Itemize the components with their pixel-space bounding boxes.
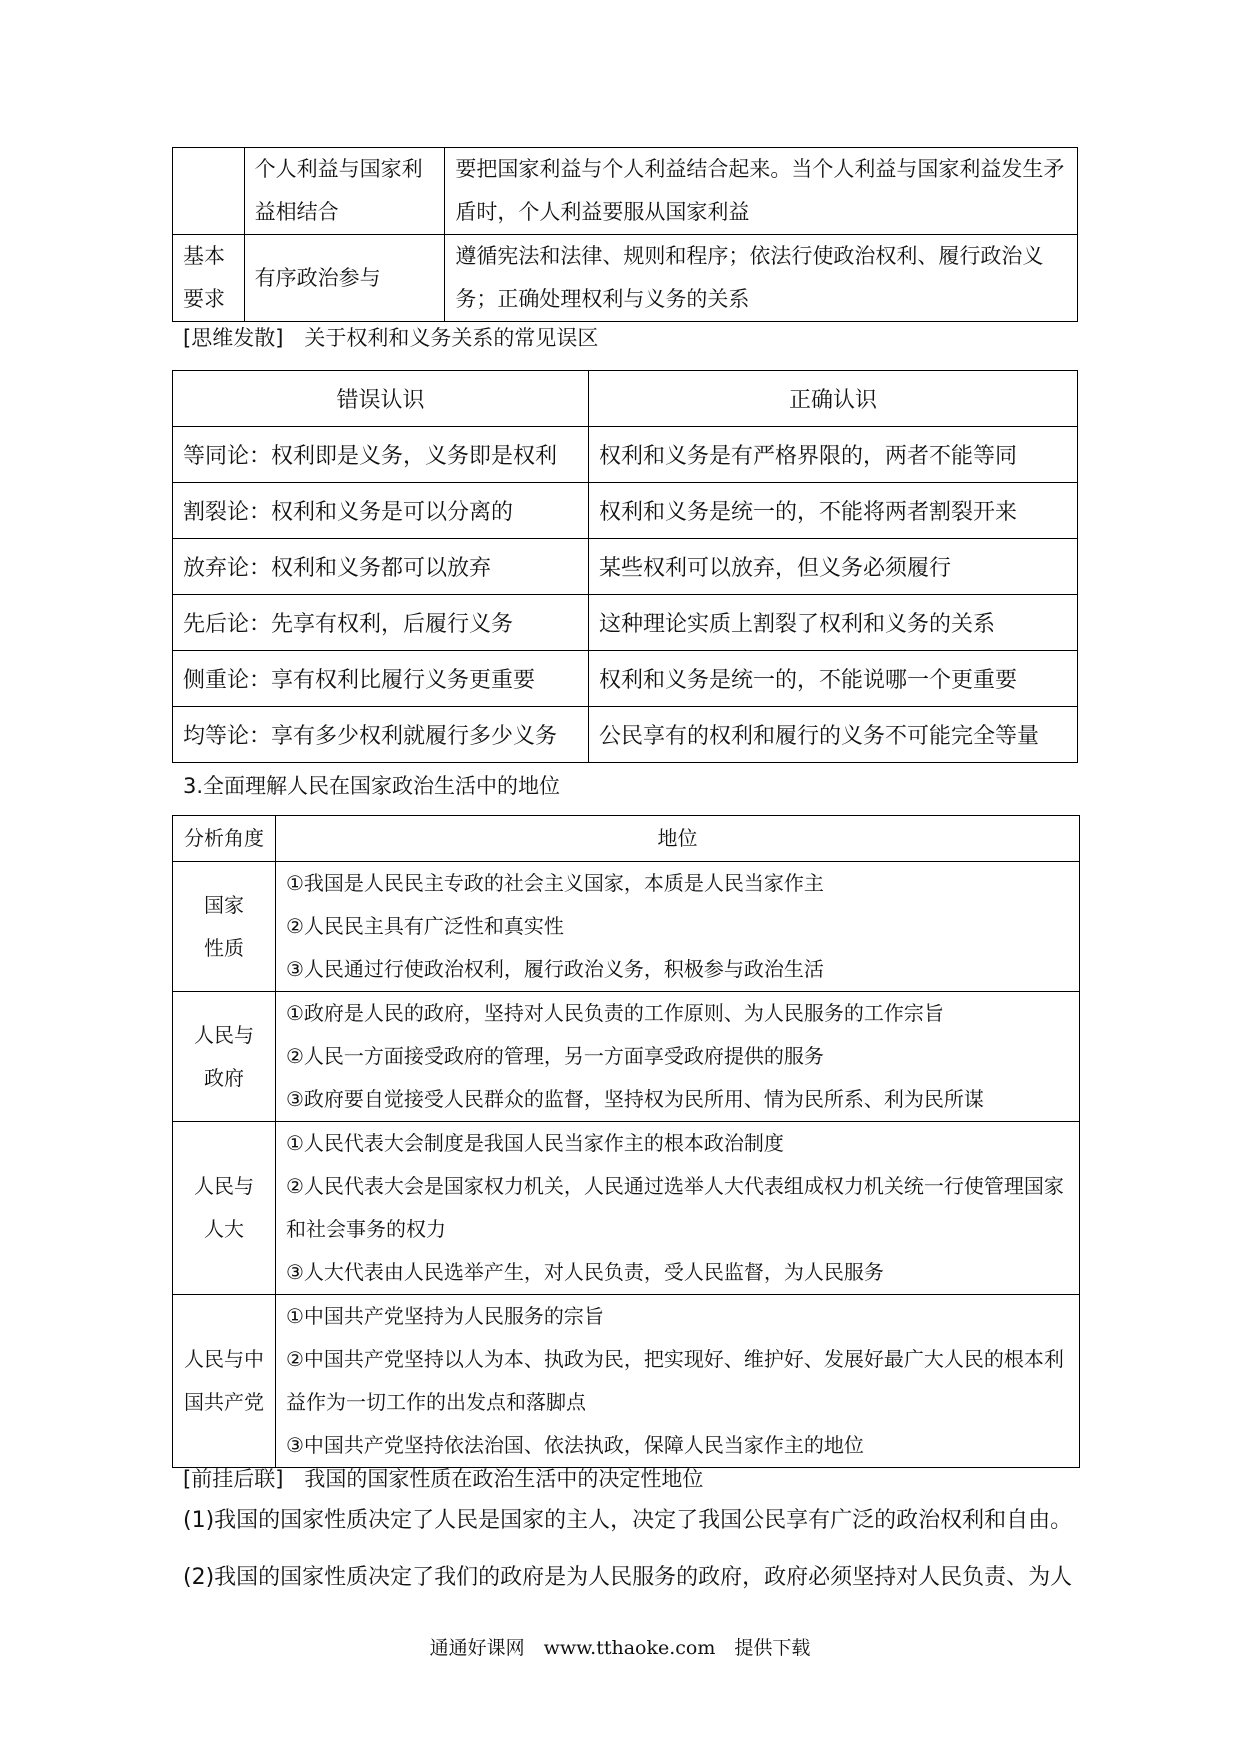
wrong-view-cell: 侧重论：享有权利比履行义务更重要	[173, 651, 589, 707]
link-note: [前挂后联] 我国的国家性质在政治生活中的决定性地位	[183, 1467, 704, 1491]
status-item: ③政府要自觉接受人民群众的监督，坚持权为民所用、情为民所系、利为民所谋	[286, 1087, 984, 1111]
misconceptions-table	[172, 370, 1078, 763]
table-row	[173, 595, 1078, 651]
status-item: ①中国共产党坚持为人民服务的宗旨	[286, 1304, 604, 1328]
angle-cell	[173, 1295, 276, 1468]
table-row	[173, 862, 1080, 992]
table-row	[173, 1122, 1080, 1295]
table-cell-content: 遵循宪法和法律、规则和程序；依法行使政治权利、履行政治义务；正确处理权利与义务的关系	[445, 235, 1078, 322]
correct-view-cell: 权利和义务是有严格界限的，两者不能等同	[589, 427, 1078, 483]
table-row	[173, 235, 1078, 322]
correct-view-cell: 某些权利可以放弃，但义务必须履行	[589, 539, 1078, 595]
table-row	[173, 707, 1078, 763]
angle-text: 人民与	[194, 1174, 254, 1198]
status-item: ③人民通过行使政治权利，履行政治义务，积极参与政治生活	[286, 957, 824, 981]
people-status-table	[172, 815, 1080, 1468]
column-header-wrong: 错误认识	[173, 371, 589, 427]
column-header-angle: 分析角度	[173, 816, 276, 862]
column-header-status: 地位	[276, 816, 1080, 862]
table-cell-principle: 有序政治参与	[244, 235, 445, 322]
table-header-row	[173, 371, 1078, 427]
paragraph: (1)我国的国家性质决定了人民是国家的主人，决定了我国公民享有广泛的政治权利和自由。	[183, 1508, 1073, 1533]
status-cell	[276, 1295, 1080, 1468]
basic-requirements-table	[172, 147, 1078, 322]
angle-text: 性质	[204, 935, 244, 960]
correct-view-cell: 公民享有的权利和履行的义务不可能完全等量	[589, 707, 1078, 763]
status-item: ②中国共产党坚持以人为本、执政为民，把实现好、维护好、发展好最广大人民的根本利益作为一切工作的出发点和落脚点	[286, 1347, 1064, 1414]
angle-text: 人大	[204, 1217, 244, 1241]
wrong-view-cell: 均等论：享有多少权利就履行多少义务	[173, 707, 589, 763]
correct-view-cell: 权利和义务是统一的，不能说哪一个更重要	[589, 651, 1078, 707]
status-cell	[276, 992, 1080, 1122]
correct-view-cell: 这种理论实质上割裂了权利和义务的关系	[589, 595, 1078, 651]
table-row	[173, 1295, 1080, 1468]
table-row	[173, 651, 1078, 707]
angle-text: 国家	[204, 892, 244, 917]
status-item: ②人民代表大会是国家权力机关，人民通过选举人大代表组成权力机关统一行使管理国家和社会事务的权力	[286, 1174, 1064, 1241]
table-row	[173, 539, 1078, 595]
angle-text: 国共产党	[184, 1390, 264, 1414]
status-cell	[276, 862, 1080, 992]
angle-text: 人民与中	[184, 1347, 264, 1371]
status-item: ①政府是人民的政府，坚持对人民负责的工作原则、为人民服务的工作宗旨	[286, 1001, 944, 1025]
thinking-note: [思维发散] 关于权利和义务关系的常见误区	[183, 326, 599, 350]
column-header-correct: 正确认识	[589, 371, 1078, 427]
table-row	[173, 483, 1078, 539]
page-footer: 通通好课网 www.tthaoke.com 提供下载	[429, 1637, 811, 1659]
table-cell-principle: 个人利益与国家利益相结合	[244, 148, 445, 235]
paragraph: (2)我国的国家性质决定了我们的政府是为人民服务的政府，政府必须坚持对人民负责、为人	[183, 1565, 1073, 1590]
table-row	[173, 992, 1080, 1122]
status-item: ③中国共产党坚持依法治国、依法执政，保障人民当家作主的地位	[286, 1433, 864, 1457]
section-heading: 3.全面理解人民在国家政治生活中的地位	[183, 774, 561, 798]
status-item: ②人民民主具有广泛性和真实性	[286, 914, 564, 938]
table-row	[173, 427, 1078, 483]
status-item: ②人民一方面接受政府的管理，另一方面享受政府提供的服务	[286, 1044, 824, 1068]
table-cell-label: 基本要求	[173, 235, 245, 322]
angle-text: 政府	[204, 1065, 244, 1090]
status-item: ①我国是人民民主专政的社会主义国家，本质是人民当家作主	[286, 871, 824, 895]
wrong-view-cell: 割裂论：权利和义务是可以分离的	[173, 483, 589, 539]
correct-view-cell: 权利和义务是统一的，不能将两者割裂开来	[589, 483, 1078, 539]
wrong-view-cell: 放弃论：权利和义务都可以放弃	[173, 539, 589, 595]
wrong-view-cell: 先后论：先享有权利，后履行义务	[173, 595, 589, 651]
angle-cell	[173, 992, 276, 1122]
status-item: ③人大代表由人民选举产生，对人民负责，受人民监督，为人民服务	[286, 1260, 884, 1284]
angle-text: 人民与	[194, 1022, 254, 1047]
table-cell-content: 要把国家利益与个人利益结合起来。当个人利益与国家利益发生矛盾时，个人利益要服从国家利益	[445, 148, 1078, 235]
angle-cell	[173, 862, 276, 992]
table-row	[173, 148, 1078, 235]
wrong-view-cell: 等同论：权利即是义务，义务即是权利	[173, 427, 589, 483]
status-cell	[276, 1122, 1080, 1295]
table-header-row	[173, 816, 1080, 862]
table-cell-label	[173, 148, 245, 235]
angle-cell	[173, 1122, 276, 1295]
status-item: ①人民代表大会制度是我国人民当家作主的根本政治制度	[286, 1131, 784, 1155]
